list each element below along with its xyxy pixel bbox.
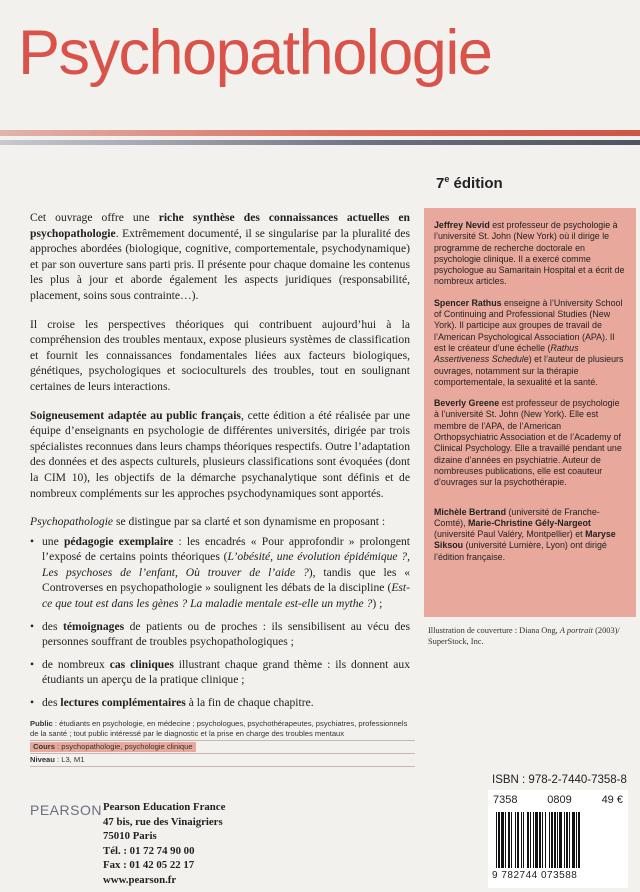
- barcode-bar: [511, 812, 512, 868]
- list-item: • des témoignages de patients ou de proches : ils sensibilisent au vécu des personnes souffrant de troubles psychopathologiques ;: [30, 619, 410, 650]
- barcode-bar: [508, 812, 510, 868]
- barcode-bar: [559, 812, 562, 868]
- list-item: • de nombreux cas cliniques illustrant chaque grand thème : ils donnent aux étudiants un aperçu de la pratique clinique ;: [30, 657, 410, 688]
- isbn-label: ISBN : 978-2-7440-7358-8: [492, 774, 627, 786]
- author-bio: Beverly Greene est professeur de psychologie à l’université St. John (New York). Elle est membre de l’APA, de l’American Orthopsychiatric Association et de l’Academy of Clinical Psychology. Elle a travaillé pendant une dizaine d’années en psychiatrie. Auteur de nombreuses publications, elle est coauteur d’ouvrages sur la psychothérapie.: [434, 398, 622, 488]
- barcode-code-1: 7358: [493, 794, 518, 806]
- main-description: [30, 210, 410, 718]
- barcode-bar: [517, 812, 519, 868]
- paragraph-perspectives: Il croise les perspectives théoriques qui contribuent aujourd’hui à la compréhension des troubles mentaux, expose plusieurs systèmes de classification et fournit les connaissances fondamentales liées aux facteurs biologiques, génétiques, psychologiques et socioculturels des troubles, tout en soulignant certaines de leurs interactions.: [30, 317, 410, 393]
- barcode-bar: [569, 812, 570, 868]
- barcode-price: 49 €: [601, 794, 623, 806]
- barcode-bar: [523, 812, 524, 868]
- audience-info: [30, 718, 415, 767]
- barcode-bar: [551, 812, 553, 868]
- cover-credit: Illustration de couverture : Diana Ong, A portrait (2003)/ SuperStock, Inc.: [428, 626, 620, 646]
- cours-row: Cours : psychopathologie, psychologie clinique: [30, 741, 415, 754]
- barcode-bar: [564, 812, 565, 868]
- authors-panel: [424, 208, 636, 617]
- decorative-bar-red: [0, 130, 640, 136]
- pearson-logo: PEARSON: [30, 802, 102, 818]
- barcode-bar: [542, 812, 543, 868]
- list-item: • des lectures complémentaires à la fin de chaque chapitre.: [30, 695, 410, 711]
- barcode-number: 9 782744 073588: [492, 870, 578, 881]
- barcode-bar: [527, 812, 529, 868]
- publisher-address: Pearson Education France 47 bis, rue des Vinaigriers 75010 Paris Tél. : 01 72 74 90 00 Fax : 01 42 05 22 17 www.pearson.fr: [103, 801, 226, 886]
- barcode-bar: [515, 812, 516, 868]
- feature-list: [30, 534, 410, 711]
- author-bio: Jeffrey Nevid est professeur de psychologie à l’université St. John (New York) où il dirige le programme de recherche doctorale en psychologie clinique. Il a exercé comme psychologue au Samaritain Hospital et a écrit de nombreux articles.: [434, 220, 625, 287]
- barcode: [488, 790, 628, 888]
- barcode-bar: [578, 812, 580, 868]
- paragraph-intro: Cet ouvrage offre une riche synthèse des connaissances actuelles en psychopathologie. Extrêmement documenté, il se singularise par la pluralité des approches abordées (biologique, cognitive, comportementale, psychodynamique) et par son ouverture sans parti pris. Il présente pour chaque domaine les contenus les plus à jour et aborde également les aspects juridiques (responsabilité, placement, soins sous contrainte…).: [30, 211, 411, 302]
- barcode-code-2: 0809: [547, 794, 572, 806]
- barcode-bar: [501, 812, 504, 868]
- barcode-bar: [566, 812, 568, 868]
- edition-label: 7e édition: [436, 174, 503, 192]
- author-bio: Spencer Rathus enseigne à l’University School of Continuing and Professional Studies (New York). Il participe aux groupes de travail de l’American Psychological Association (APA). Il est le créateur d’une échelle (Rathus Assertiveness Schedule) et l’auteur de plusieurs ouvrages, notamment sur la thérapie comportementale, la sexualité et la santé.: [434, 297, 624, 387]
- barcode-bar: [554, 812, 556, 868]
- barcode-bar: [572, 812, 575, 868]
- barcode-bar: [521, 812, 522, 868]
- barcode-bar: [539, 812, 541, 868]
- decorative-bar-gray: [0, 140, 640, 145]
- book-title: Psychopathologie: [18, 18, 492, 88]
- barcode-bar: [530, 812, 531, 868]
- barcode-bar: [505, 812, 506, 868]
- barcode-bar: [545, 812, 546, 868]
- barcode-bar: [557, 812, 558, 868]
- paragraph-features: Psychopathologie se distingue par sa clarté et son dynamisme en proposant :: [30, 515, 386, 529]
- niveau-row: Niveau : L3, M1: [30, 754, 415, 767]
- barcode-bars: [494, 812, 622, 868]
- barcode-bar: [535, 812, 538, 868]
- barcode-bar: [576, 812, 577, 868]
- barcode-bar: [496, 812, 497, 868]
- barcode-bar: [549, 812, 550, 868]
- list-item: • une pédagogie exemplaire : les encadrés « Pour approfondir » prolongent l’exposé de certains points théoriques (L’obésité, une évolution épidémique ?, Les psychoses de l’enfant, Où trouver de l’aide ?), tandis que les « Controverses en psychopathologie » soulignent les débats de la discipline (Est-ce que tout est dans les gènes ? La maladie mentale est-elle un mythe ?) ;: [30, 534, 410, 612]
- barcode-bar: [533, 812, 534, 868]
- paragraph-adaptation: Soigneusement adaptée au public français, cette édition a été réalisée par une équipe d’enseignants en psychologie de différentes universités, dirigée par trois spécialistes reconnues dans leurs champs théoriques respectifs. Outre l’adaptation des données et des aspects culturels, plusieurs classifications sont évoquées (dont la CIM 10), les objectifs de la démarche psychanalytique sont définis et de nombreux compléments sur les approches psychodynamiques sont apportés.: [30, 408, 410, 500]
- french-edition-editors: Michèle Bertrand (université de Franche-Comté), Marie-Christine Gély-Nargeot (université Paul Valéry, Montpellier) et Maryse Siksou (université Lumière, Lyon) ont dirigé l’édition française.: [434, 506, 616, 562]
- public-row: Public : étudiants en psychologie, en médecine ; psychologues, psychothérapeutes, psychiatres, professionnels de la santé ; tout public intéressé par le diagnostic et la prise en charge des troubles mentaux: [30, 718, 415, 741]
- barcode-bar: [498, 812, 500, 868]
